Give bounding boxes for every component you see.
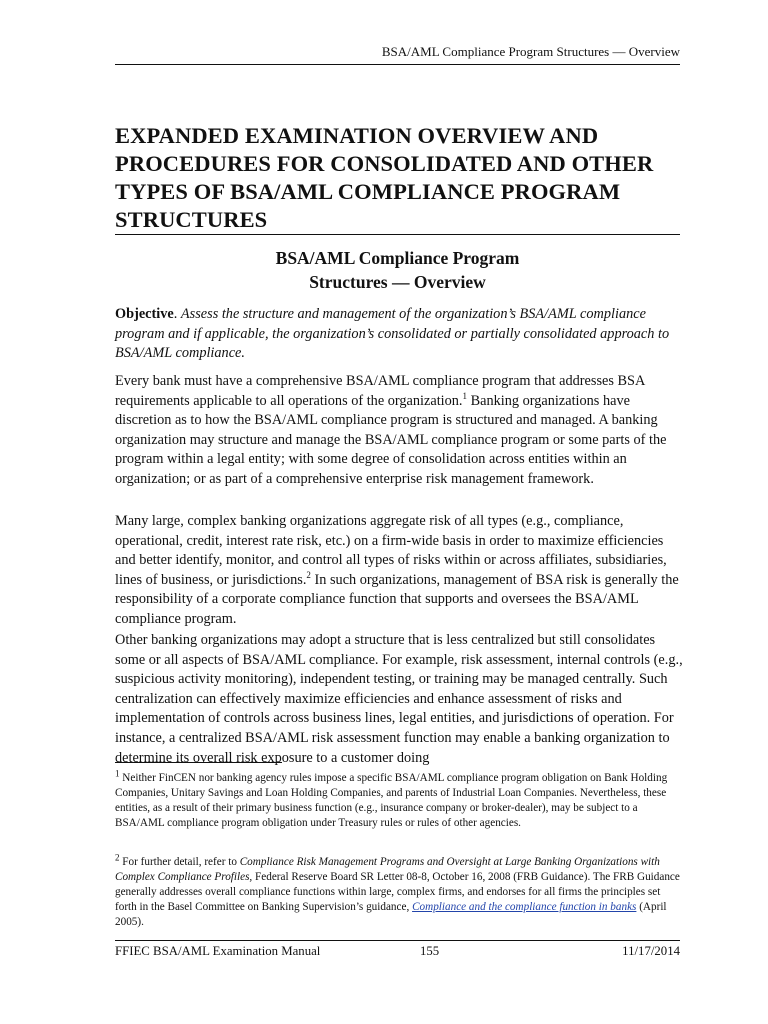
footnote-2-publication: Compliance Risk Management Programs and Oversight at Large Banking Organizations with Complex Compliance Profiles, — [115, 856, 660, 883]
section-title — [115, 246, 680, 294]
basel-guidance-link[interactable]: Compliance and the compliance function in banks — [412, 901, 637, 913]
page-title: EXPANDED EXAMINATION OVERVIEW AND PROCEDURES FOR CONSOLIDATED AND OTHER TYPES OF BSA/AML COMPLIANCE PROGRAM STRUCTURES — [115, 123, 654, 232]
header-divider — [115, 64, 680, 65]
section-title-line2: Structures — Overview — [309, 272, 486, 292]
paragraph-2-text-a: Many large, complex banking organizations aggregate risk of all types (e.g., compliance, operational, credit, interest rate risk, etc.) on a firm-wide basis in order to maximize efficiencies and better identify, monitor, and control all types of risks within or across affiliates, subsidiaries, lines of business, or jurisdictions. — [115, 513, 667, 588]
footer-manual-title: FFIEC BSA/AML Examination Manual — [115, 944, 321, 958]
footnote-2 — [115, 852, 683, 930]
objective-paragraph — [115, 305, 685, 364]
footnote-2-text-b: Federal Reserve Board SR Letter 08-8, October 16, 2008 (FRB Guidance). The FRB Guidance generally addresses overall compliance functions within large, complex firms, and endorses for all firms the principles set forth in the Basel Committee on Banking Supervision’s guidance, — [115, 871, 680, 913]
footnote-2-text-a: For further detail, refer to — [119, 856, 240, 868]
footnote-divider — [115, 762, 282, 763]
footnote-1-number: 1 — [115, 768, 120, 779]
running-header: BSA/AML Compliance Program Structures — Overview — [381, 44, 680, 59]
objective-text: Assess the structure and management of the organization’s BSA/AML compliance program and if applicable, the organization’s consolidated or partially consolidated approach to BSA/AML compliance. — [115, 306, 670, 362]
section-title-line1: BSA/AML Compliance Program — [275, 248, 520, 268]
objective-label: Objective — [115, 306, 174, 322]
page-number: 155 — [420, 944, 440, 958]
body-paragraph-2 — [115, 512, 685, 630]
paragraph-1-text-b: Banking organizations have discretion as to how the BSA/AML compliance program is structured and managed. A banking organization may structure and manage the BSA/AML compliance program or some parts of the program within a legal entity; with some degree of consolidation across entities within an organization; or as part of a comprehensive enterprise risk management framework. — [115, 392, 667, 487]
footnote-2-text-c: (April 2005). — [115, 901, 667, 928]
body-paragraph-1 — [115, 372, 685, 490]
footer-divider — [115, 940, 680, 941]
footnote-ref-2[interactable]: 2 — [306, 570, 311, 581]
footnote-1 — [115, 768, 683, 831]
footer-date: 11/17/2014 — [622, 944, 680, 958]
body-paragraph-3: Other banking organizations may adopt a structure that is less centralized but still consolidates some or all aspects of BSA/AML compliance. For example, risk assessment, internal controls (e.g., suspicious activity monitoring), independent testing, or training may be managed centrally. Such centralization can effectively maximize efficiencies and enhance assessment of risks and implementation of controls across business lines, legal entities, and jurisdictions of operation. For instance, a centralized BSA/AML risk assessment function may enable a banking organization to determine its overall risk exposure to a customer doing — [115, 632, 683, 766]
footnote-1-text: Neither FinCEN nor banking agency rules impose a specific BSA/AML compliance program obligation on Bank Holding Companies, Unitary Savings and Loan Holding Companies, and parents of Industrial Loan Companies. Nevertheless, these entities, as a result of their primary business function (e.g., insurance company or broker-dealer), may be subject to a BSA/AML compliance program obligation under Treasury rules or rules of other agencies. — [115, 772, 668, 829]
objective-label-suffix: . — [173, 306, 181, 322]
footnote-2-number: 2 — [115, 852, 120, 863]
paragraph-1-text-a: Every bank must have a comprehensive BSA/AML compliance program that addresses BSA requirements applicable to all operations of the organization. — [115, 373, 645, 409]
paragraph-2-text-b: In such organizations, management of BSA risk is generally the responsibility of a corporate compliance function that supports and oversees the BSA/AML compliance program. — [115, 571, 679, 627]
footnote-ref-1[interactable]: 1 — [462, 390, 468, 401]
title-divider — [115, 234, 680, 235]
